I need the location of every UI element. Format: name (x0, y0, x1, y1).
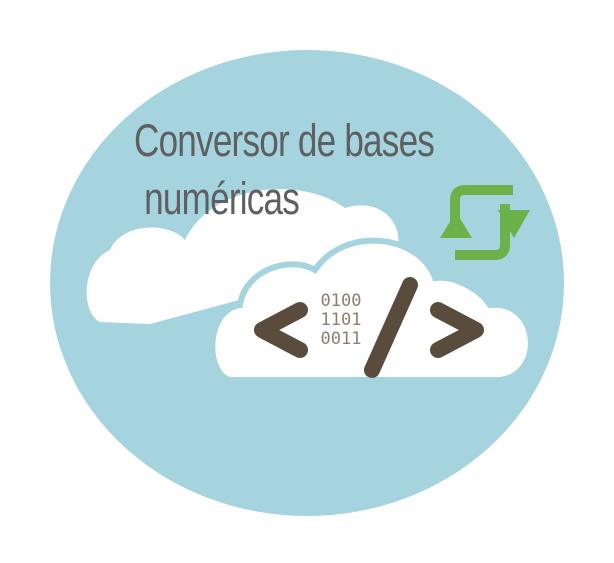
binary-row-3: 0011 (320, 329, 362, 349)
binary-row-2: 1101 (320, 310, 362, 330)
title-line-2: numéricas (144, 173, 300, 224)
title-line-1: Conversor de bases (134, 115, 435, 166)
binary-digits-icon (321, 291, 362, 349)
binary-row-1: 0100 (320, 291, 362, 311)
logo-title (134, 112, 446, 228)
